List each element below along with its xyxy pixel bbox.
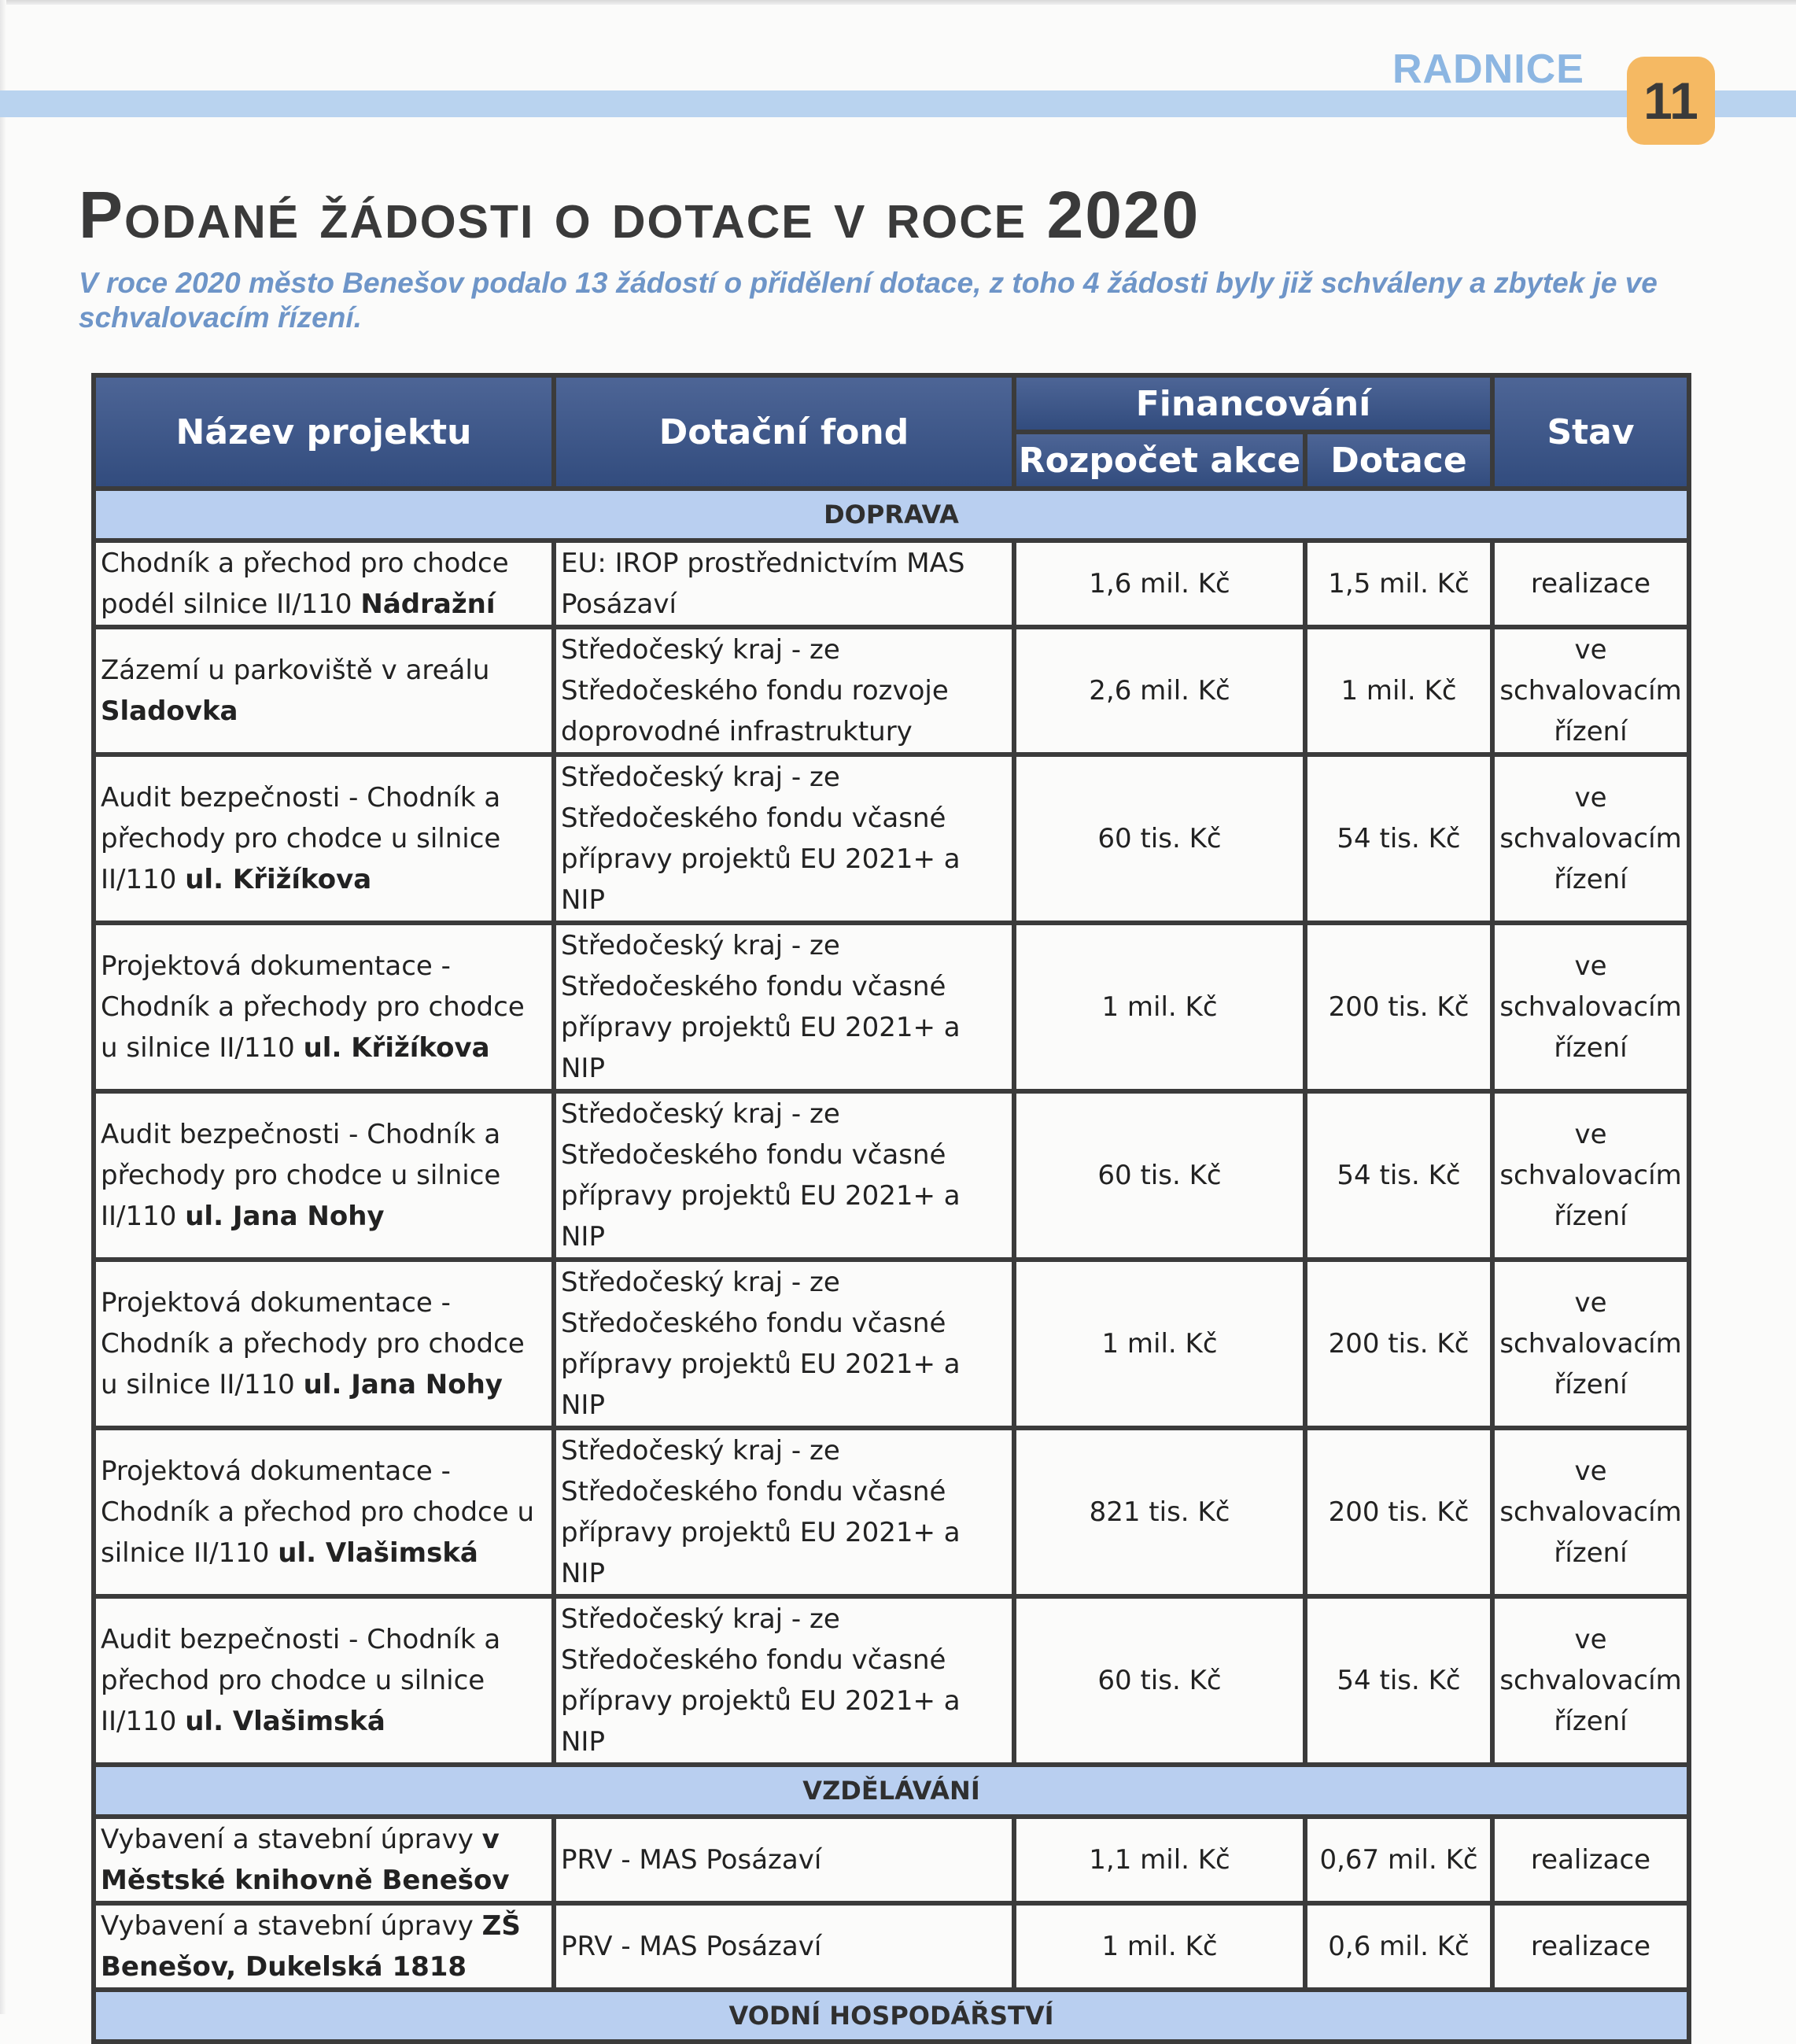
cell-budget: 60 tis. Kč <box>1014 755 1305 923</box>
table-row <box>94 1428 1689 1596</box>
cell-project-name: Audit bezpečnosti - Chodník a přechody pro chodce u silnice II/110 ul. Křižíkova <box>94 755 554 923</box>
cell-subsidy: 54 tis. Kč <box>1305 1596 1492 1765</box>
project-location: ul. Jana Nohy <box>303 1369 503 1400</box>
project-location: v Městské knihovně Benešov <box>101 1824 510 1896</box>
cell-budget: 1,6 mil. Kč <box>1014 541 1305 627</box>
header-financing: Financování <box>1014 375 1492 432</box>
cell-budget: 821 tis. Kč <box>1014 1428 1305 1596</box>
cell-project-name: Projektová dokumentace - Chodník a přechody pro chodce u silnice II/110 ul. Křižíkova <box>94 923 554 1091</box>
scan-edge-shadow <box>0 0 6 2014</box>
cell-subsidy: 1 mil. Kč <box>1305 627 1492 755</box>
cell-status: ve schvalovacím řízení <box>1492 755 1689 923</box>
cell-subsidy: 54 tis. Kč <box>1305 1091 1492 1260</box>
table-row <box>94 1260 1689 1428</box>
table-row <box>94 1817 1689 1903</box>
header-band <box>0 90 1796 117</box>
cell-fund: EU: IROP prostřednictvím MAS Posázaví <box>554 541 1014 627</box>
cell-status: ve schvalovacím řízení <box>1492 627 1689 755</box>
cell-fund: Středočeský kraj - ze Středočeského fondu včasné přípravy projektů EU 2021+ a NIP <box>554 1091 1014 1260</box>
cell-fund: Středočeský kraj - ze Středočeského fondu včasné přípravy projektů EU 2021+ a NIP <box>554 923 1014 1091</box>
cell-status: ve schvalovacím řízení <box>1492 1091 1689 1260</box>
table-row <box>94 627 1689 755</box>
cell-subsidy: 54 tis. Kč <box>1305 755 1492 923</box>
page-title: Podané žádosti o dotace v roce 2020 <box>79 178 1200 252</box>
cell-budget: 1 mil. Kč <box>1014 1903 1305 1990</box>
cell-budget: 2,6 mil. Kč <box>1014 627 1305 755</box>
table-row <box>94 923 1689 1091</box>
cell-subsidy: 200 tis. Kč <box>1305 1428 1492 1596</box>
cell-subsidy: 200 tis. Kč <box>1305 1260 1492 1428</box>
table-body <box>94 489 1689 2042</box>
cell-fund: Středočeský kraj - ze Středočeského fondu rozvoje doprovodné infrastruktury <box>554 627 1014 755</box>
cell-status: realizace <box>1492 1817 1689 1903</box>
cell-budget: 60 tis. Kč <box>1014 1596 1305 1765</box>
header-budget: Rozpočet akce <box>1014 432 1305 489</box>
table-row <box>94 541 1689 627</box>
cell-status: ve schvalovacím řízení <box>1492 923 1689 1091</box>
cell-budget: 1 mil. Kč <box>1014 923 1305 1091</box>
cell-fund: Středočeský kraj - ze Středočeského fondu včasné přípravy projektů EU 2021+ a NIP <box>554 1260 1014 1428</box>
cell-fund: PRV - MAS Posázaví <box>554 1817 1014 1903</box>
table-row <box>94 1091 1689 1260</box>
cell-status: ve schvalovacím řízení <box>1492 1260 1689 1428</box>
cell-project-name: Audit bezpečnosti - Chodník a přechod pro chodce u silnice II/110 ul. Vlašimská <box>94 1596 554 1765</box>
section-label: VODNÍ HOSPODÁŘSTVÍ <box>94 1990 1689 2042</box>
section-row <box>94 1765 1689 1817</box>
cell-budget: 1,1 mil. Kč <box>1014 1817 1305 1903</box>
project-location: Nádražní <box>360 588 496 620</box>
section-row <box>94 489 1689 541</box>
cell-project-name: Vybavení a stavební úpravy v Městské knihovně Benešov <box>94 1817 554 1903</box>
section-label: DOPRAVA <box>94 489 1689 541</box>
cell-fund: Středočeský kraj - ze Středočeského fondu včasné přípravy projektů EU 2021+ a NIP <box>554 755 1014 923</box>
page-number-badge: 11 <box>1627 57 1715 145</box>
cell-status: ve schvalovacím řízení <box>1492 1596 1689 1765</box>
project-location: ul. Vlašimská <box>185 1706 385 1737</box>
scan-top-rule <box>0 0 1796 5</box>
table-row <box>94 755 1689 923</box>
project-location: ZŠ Benešov, Dukelská 1818 <box>101 1910 521 1983</box>
section-row <box>94 1990 1689 2042</box>
cell-project-name: Zázemí u parkoviště v areálu Sladovka <box>94 627 554 755</box>
section-label: VZDĚLÁVÁNÍ <box>94 1765 1689 1817</box>
cell-budget: 1 mil. Kč <box>1014 1260 1305 1428</box>
cell-project-name: Audit bezpečnosti - Chodník a přechody pro chodce u silnice II/110 ul. Jana Nohy <box>94 1091 554 1260</box>
cell-project-name: Chodník a přechod pro chodce podél silnice II/110 Nádražní <box>94 541 554 627</box>
header-project-name: Název projektu <box>94 375 554 489</box>
project-location: Sladovka <box>101 695 238 727</box>
cell-status: realizace <box>1492 1903 1689 1990</box>
cell-subsidy: 200 tis. Kč <box>1305 923 1492 1091</box>
cell-fund: PRV - MAS Posázaví <box>554 1903 1014 1990</box>
project-location: ul. Křižíkova <box>303 1032 490 1064</box>
project-location: ul. Křižíkova <box>185 864 372 895</box>
cell-fund: Středočeský kraj - ze Středočeského fondu včasné přípravy projektů EU 2021+ a NIP <box>554 1596 1014 1765</box>
project-location: ul. Vlašimská <box>278 1537 478 1569</box>
cell-subsidy: 1,5 mil. Kč <box>1305 541 1492 627</box>
cell-subsidy: 0,6 mil. Kč <box>1305 1903 1492 1990</box>
cell-status: ve schvalovacím řízení <box>1492 1428 1689 1596</box>
header-fund: Dotační fond <box>554 375 1014 489</box>
table-row <box>94 1596 1689 1765</box>
cell-status: realizace <box>1492 541 1689 627</box>
table-row <box>94 1903 1689 1990</box>
page-subtitle: V roce 2020 město Benešov podalo 13 žádostí o přidělení dotace, z toho 4 žádosti byly již schváleny a zbytek je ve schvalovacím řízení. <box>79 267 1658 334</box>
header-subsidy: Dotace <box>1305 432 1492 489</box>
header-status: Stav <box>1492 375 1689 489</box>
cell-fund: Středočeský kraj - ze Středočeského fondu včasné přípravy projektů EU 2021+ a NIP <box>554 1428 1014 1596</box>
section-name: RADNICE <box>1392 46 1584 92</box>
project-location: ul. Jana Nohy <box>185 1201 385 1232</box>
cell-project-name: Projektová dokumentace - Chodník a přechody pro chodce u silnice II/110 ul. Jana Nohy <box>94 1260 554 1428</box>
cell-subsidy: 0,67 mil. Kč <box>1305 1817 1492 1903</box>
cell-project-name: Vybavení a stavební úpravy ZŠ Benešov, Dukelská 1818 <box>94 1903 554 1990</box>
cell-budget: 60 tis. Kč <box>1014 1091 1305 1260</box>
grants-table <box>91 373 1691 2044</box>
cell-project-name: Projektová dokumentace - Chodník a přechod pro chodce u silnice II/110 ul. Vlašimská <box>94 1428 554 1596</box>
